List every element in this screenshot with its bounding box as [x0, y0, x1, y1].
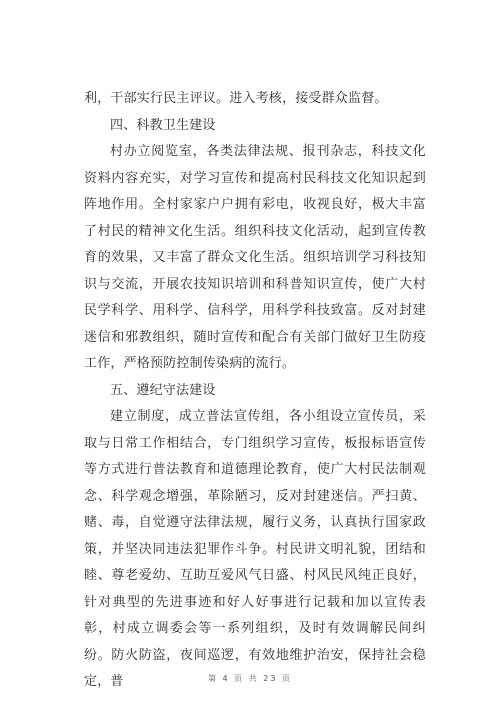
- paragraph-science-health: 村办立阅览室，各类法律法规、报刊杂志，科技文化资料内容充实，对学习宣传和提高村民科技文化知识起到阵地作用。全村家家户户拥有彩电，收视良好，极大丰富了村民的精神文化生活。组织科技文化活动，起到宣传教育的效果，又丰富了群众文化生活。组织培训学习科技知识与交流，开展农技知识培训和科普知识宣传，使广大村民学科学、用科学、信科学，用科学科技致富。反对封建迷信和邪教组织，随时宣传和配合有关部门做好卫生防疫工作，严格预防控制传染病的流行。: [84, 144, 426, 371]
- paragraph-continuation: 利，干部实行民主评议。进入考核，接受群众监督。: [84, 91, 388, 106]
- paragraph-law-compliance: 建立制度，成立普法宣传组，各小组设立宣传员，采取与日常工作相结合，专门组织学习宣传，板报标语宣传等方式进行普法教育和道德理论教育，使广大村民法制观念、科学观念增强，革除陋习，反对封建迷信。严扫黄、赌、毒，自觉遵守法律法规，履行义务，认真执行国家政策，并坚决同违法犯罪作斗争。村民讲文明礼貌，团结和睦、尊老爱幼、互助互爱风气日盛、村风民风纯正良好，针对典型的先进事迹和好人好事进行记载和加以宣传表彰，村成立调委会等一系列组织，及时有效调解民间纠纷。防火防盗，夜间巡逻，有效地维护治安，保持社会稳定，普: [84, 409, 426, 689]
- section-heading-law-compliance: 五、遵纪守法建设: [110, 382, 216, 398]
- page-number-footer: 第 4 页 共 23 页: [208, 674, 292, 683]
- body-text: [84, 86, 426, 696]
- section-heading-science-health: 四、科教卫生建设: [110, 117, 216, 133]
